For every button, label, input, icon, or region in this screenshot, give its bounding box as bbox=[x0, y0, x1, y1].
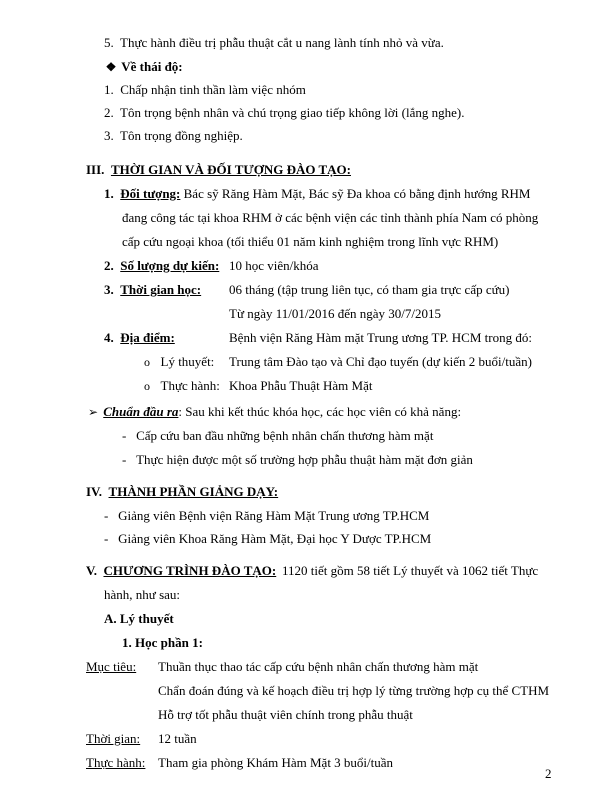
location-theory: o Lý thuyết: bbox=[140, 354, 214, 370]
location-row: 4. Địa điểm: bbox=[104, 330, 175, 345]
outcome-row: ➢ Chuẩn đầu ra: Sau khi kết thúc khóa học, các học viên có khả năng: bbox=[87, 404, 462, 419]
section-5-heading: V. CHƯƠNG TRÌNH ĐÀO TẠO: bbox=[86, 563, 277, 578]
location-practice-value: Khoa Phẫu Thuật Hàm Mặt bbox=[229, 378, 373, 393]
dash-icon: - bbox=[104, 508, 109, 523]
teacher-item-2: - Giảng viên Khoa Răng Hàm Mặt, Đại học Y Dược TP.HCM bbox=[104, 531, 432, 546]
list-item-5: 5. Thực hành điều trị phẫu thuật cắt u nang lành tính nhỏ và vừa. bbox=[104, 35, 444, 50]
count-value: 10 học viên/khóa bbox=[229, 258, 319, 273]
location-theory-value: Trung tâm Đào tạo và Chỉ đạo tuyến (dự kiến 2 buổi/tuần) bbox=[229, 354, 532, 369]
dash-icon: - bbox=[104, 531, 109, 546]
duration-value: 06 tháng (tập trung liên tục, có tham gia trực cấp cứu) bbox=[229, 282, 510, 297]
objective-3: Hỗ trợ tốt phẫu thuật viên chính trong phẫu thuật bbox=[158, 707, 413, 722]
attitude-item-3: 3. Tôn trọng đồng nghiệp. bbox=[104, 128, 243, 143]
objective-1: Thuần thục thao tác cấp cứu bệnh nhân chấn thương hàm mặt bbox=[158, 659, 479, 674]
target-line-2: đang công tác tại khoa RHM ở các bệnh viện các tỉnh thành phía Nam có phòng bbox=[122, 210, 539, 225]
target-line-3: cấp cứu ngoại khoa (tối thiểu 01 năm kinh nghiệm trong lĩnh vực RHM) bbox=[122, 234, 499, 249]
circle-bullet-icon: o bbox=[144, 379, 150, 393]
section-5-intro-1: 1120 tiết gồm 58 tiết Lý thuyết và 1062 tiết Thực bbox=[282, 563, 539, 578]
section-5-intro-2: hành, như sau: bbox=[104, 587, 181, 602]
location-practice: o Thực hành: bbox=[140, 378, 220, 394]
objectives-label: Mục tiêu: bbox=[86, 659, 137, 674]
duration-dates: Từ ngày 11/01/2016 đến ngày 30/7/2015 bbox=[229, 306, 442, 321]
objective-2: Chẩn đoán đúng và kế hoạch điều trị hợp lý từng trường hợp cụ thể CTHM bbox=[158, 683, 550, 698]
outcome-item-1: - Cấp cứu ban đầu những bệnh nhân chấn thương hàm mặt bbox=[122, 428, 434, 443]
time-value: 12 tuần bbox=[158, 731, 197, 746]
circle-bullet-icon: o bbox=[144, 355, 150, 369]
page-number: 2 bbox=[545, 766, 552, 781]
teacher-item-1: - Giảng viên Bệnh viện Răng Hàm Mặt Trung ương TP.HCM bbox=[104, 508, 430, 523]
dash-icon: - bbox=[122, 452, 127, 467]
duration-row: 3. Thời gian học: bbox=[104, 282, 202, 297]
dash-icon: - bbox=[122, 428, 127, 443]
count-row: 2. Số lượng dự kiến: bbox=[104, 258, 220, 273]
section-4-heading: IV. THÀNH PHẦN GIẢNG DẠY: bbox=[86, 484, 279, 499]
section-3-heading: III. THỜI GIAN VÀ ĐỐI TƯỢNG ĐÀO TẠO: bbox=[86, 162, 351, 177]
diamond-bullet-icon: ❖ bbox=[105, 60, 117, 74]
attitude-heading: ❖ Về thái độ: bbox=[105, 59, 183, 74]
attitude-item-1: 1. Chấp nhận tinh thần làm việc nhóm bbox=[104, 82, 306, 97]
location-value: Bệnh viện Răng Hàm mặt Trung ương TP. HCM trong đó: bbox=[229, 330, 532, 345]
practice-value: Tham gia phòng Khám Hàm Mặt 3 buổi/tuần bbox=[158, 755, 394, 770]
subsection-a: A. Lý thuyết bbox=[104, 611, 174, 626]
outcome-item-2: - Thực hiện được một số trường hợp phẫu thuật hàm mặt đơn giản bbox=[122, 452, 473, 467]
attitude-item-2: 2. Tôn trọng bệnh nhân và chú trọng giao tiếp không lời (lắng nghe). bbox=[104, 105, 465, 120]
time-label: Thời gian: bbox=[86, 731, 141, 746]
module-1-heading: 1. Học phần 1: bbox=[122, 635, 203, 650]
practice-label: Thực hành: bbox=[86, 755, 146, 770]
target-line-1: 1. Đối tượng: Bác sỹ Răng Hàm Mặt, Bác sỹ Đa khoa có bằng định hướng RHM bbox=[104, 186, 531, 201]
arrow-bullet-icon: ➢ bbox=[87, 405, 99, 419]
